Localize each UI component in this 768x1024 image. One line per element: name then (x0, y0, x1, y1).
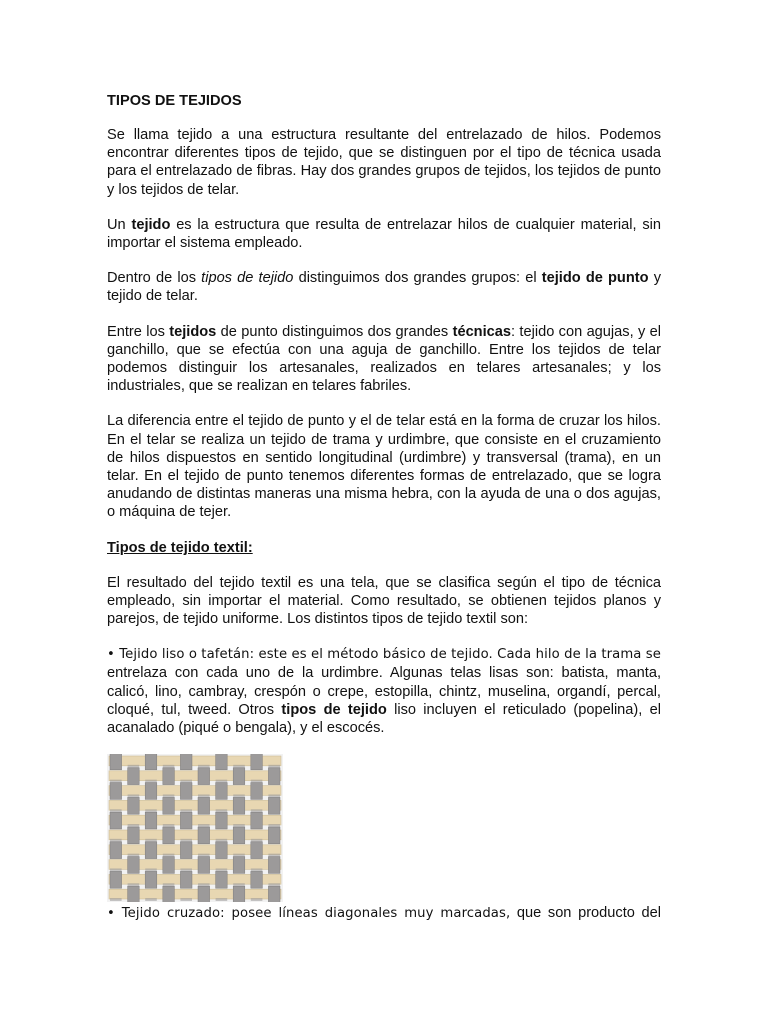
warp-gap (216, 780, 228, 783)
warp-gap (163, 854, 175, 857)
warp-segment (180, 783, 192, 800)
warp-gap (128, 824, 140, 827)
warp-gap (110, 898, 122, 901)
warp-gap (145, 780, 157, 783)
warp-segment (128, 827, 140, 844)
warp-gap (198, 795, 210, 798)
warp-gap (180, 869, 192, 872)
warp-segment (251, 754, 263, 770)
warp-segment (251, 842, 263, 859)
warp-gap (216, 869, 228, 872)
text-run: Un (107, 216, 132, 233)
warp-segment (198, 827, 210, 844)
warp-segment (145, 783, 157, 800)
warp-gap (251, 869, 263, 872)
warp-segment (198, 798, 210, 815)
warp-segment (180, 842, 192, 859)
warp-segment (110, 812, 122, 829)
warp-segment (198, 886, 210, 902)
warp-segment (145, 812, 157, 829)
warp-segment (163, 768, 175, 785)
warp-gap (216, 809, 228, 812)
warp-segment (145, 872, 157, 889)
warp-gap (180, 898, 192, 901)
warp-gap (145, 869, 157, 872)
text-run: y tejido de telar. (107, 270, 661, 305)
text-run: liso incluyen el reticulado (popelina), el acanalado (piqué o bengala), y el escocés. (107, 701, 661, 737)
warp-gap (216, 839, 228, 842)
warp-gap (128, 795, 140, 798)
warp-gap (198, 824, 210, 827)
text-run: • Tejido cruzado: posee líneas diagonales muy marcadas, (107, 906, 511, 922)
warp-gap (180, 809, 192, 812)
text-run: de punto distinguimos dos grandes (216, 323, 453, 340)
bold-term: tejidos (169, 323, 217, 340)
warp-segment (233, 827, 245, 844)
warp-segment (251, 812, 263, 829)
warp-segment (233, 798, 245, 815)
warp-segment (216, 812, 228, 829)
warp-gap (251, 898, 263, 901)
text-run: es la estructura que resulta de entrelazar hilos de cualquier material, sin importar el sistema empleado. (107, 216, 661, 252)
paragraph-groups (107, 269, 661, 305)
warp-gap (180, 780, 192, 783)
warp-segment (110, 754, 122, 770)
warp-segment (128, 886, 140, 902)
warp-segment (251, 872, 263, 889)
bold-term: tejido de punto (541, 270, 649, 287)
warp-gap (233, 883, 245, 886)
warp-segment (110, 872, 122, 889)
text-run: Entre los (107, 323, 170, 340)
warp-segment (268, 798, 280, 815)
text-run: • Tejido liso o tafetán: este es el método básico de tejido. Cada hilo de la trama se (107, 647, 661, 663)
warp-gap (128, 883, 140, 886)
italic-term: tipos de tejido (201, 270, 294, 287)
warp-gap (268, 765, 280, 768)
warp-segment (268, 768, 280, 785)
warp-gap (268, 795, 280, 798)
warp-segment (110, 842, 122, 859)
warp-gap (268, 854, 280, 857)
warp-segment (180, 812, 192, 829)
page-title: TIPOS DE TEJIDOS (107, 93, 242, 109)
warp-gap (198, 765, 210, 768)
warp-segment (251, 783, 263, 800)
bullet-twill-weave (107, 904, 661, 923)
text-run: que son producto del (510, 905, 661, 922)
bullet-plain-weave (107, 645, 661, 737)
warp-gap (163, 765, 175, 768)
warp-gap (110, 869, 122, 872)
warp-gap (233, 795, 245, 798)
warp-segment (216, 842, 228, 859)
warp-segment (163, 886, 175, 902)
warp-gap (163, 824, 175, 827)
text-run: entrelaza con cada uno de la urdimbre. Algunas telas lisas son: batista, manta, calicó, lino, cambray, crespón o crepe, estopilla, chintz, muselina, organdí, percal, cloqué, tul, tweed. Otros (107, 665, 661, 718)
warp-gap (198, 883, 210, 886)
paragraph-intro: Se llama tejido a una estructura resultante del entrelazado de hilos. Podemos encontrar diferentes tipos de tejido, que se distinguen por el tipo de técnica usada para el entrelazado de fibras. Hay dos grandes grupos de tejidos, los tejidos de punto y los tejidos de telar. (107, 127, 661, 198)
warp-segment (198, 768, 210, 785)
warp-gap (251, 809, 263, 812)
warp-gap (268, 824, 280, 827)
warp-segment (145, 842, 157, 859)
warp-gap (145, 809, 157, 812)
warp-gap (128, 854, 140, 857)
warp-segment (268, 857, 280, 874)
bold-term: tipos de tejido (281, 701, 387, 718)
warp-gap (233, 765, 245, 768)
text-run: Dentro de los (107, 270, 202, 287)
section-heading: Tipos de tejido textil: (107, 539, 253, 556)
warp-segment (180, 754, 192, 770)
paragraph-difference: La diferencia entre el tejido de punto y el de telar está en la forma de cruzar los hilos. En el telar se realiza un tejido de trama y urdimbre, que consiste en el cruzamiento de hilos dispuestos en sentido longitudinal (urdimbre) y transversal (trama), en un telar. En el tejido de punto tenemos diferentes formas de entrelazado, que se logra anudando de distintas maneras una misma hebra, con la ayuda de una o dos agujas, o máquina de tejer. (107, 413, 661, 521)
warp-gap (233, 824, 245, 827)
warp-gap (216, 898, 228, 901)
warp-segment (216, 872, 228, 889)
warp-segment (180, 872, 192, 889)
warp-gap (251, 839, 263, 842)
warp-gap (180, 839, 192, 842)
warp-segment (128, 798, 140, 815)
warp-gap (251, 780, 263, 783)
paragraph-definition (107, 216, 661, 252)
plain-weave-image (107, 754, 283, 902)
warp-gap (145, 839, 157, 842)
warp-gap (110, 809, 122, 812)
bold-term: técnicas (452, 323, 512, 340)
warp-segment (233, 768, 245, 785)
warp-segment (216, 783, 228, 800)
warp-segment (163, 827, 175, 844)
warp-gap (128, 765, 140, 768)
warp-segment (268, 827, 280, 844)
warp-segment (128, 857, 140, 874)
warp-segment (233, 886, 245, 902)
text-run: : tejido con agujas, y el ganchillo, que se efectúa con una aguja de ganchillo. Entre los tejidos de telar podemos distinguir los artesanales, realizados en telares artesanales; y los industriales, que se realizan en telares fabriles. (107, 323, 661, 395)
warp-segment (268, 886, 280, 902)
text-run: distinguimos dos grandes grupos: el (293, 270, 542, 287)
warp-segment (233, 857, 245, 874)
warp-gap (145, 898, 157, 901)
warp-gap (110, 839, 122, 842)
warp-gap (163, 795, 175, 798)
warp-gap (198, 854, 210, 857)
warp-segment (216, 754, 228, 770)
paragraph-techniques (107, 323, 661, 396)
warp-segment (163, 798, 175, 815)
warp-gap (233, 854, 245, 857)
warp-segment (110, 783, 122, 800)
warp-segment (145, 754, 157, 770)
warp-gap (110, 780, 122, 783)
warp-gap (163, 883, 175, 886)
warp-gap (268, 883, 280, 886)
paragraph-result: El resultado del tejido textil es una tela, que se clasifica según el tipo de técnica empleado, sin importar el material. Como resultado, se obtienen tejidos planos y parejos, de tejido uniforme. Los distintos tipos de tejido textil son: (107, 574, 661, 628)
warp-segment (163, 857, 175, 874)
document-body (107, 92, 661, 923)
bold-term: tejido (131, 216, 171, 233)
warp-segment (128, 768, 140, 785)
warp-segment (198, 857, 210, 874)
